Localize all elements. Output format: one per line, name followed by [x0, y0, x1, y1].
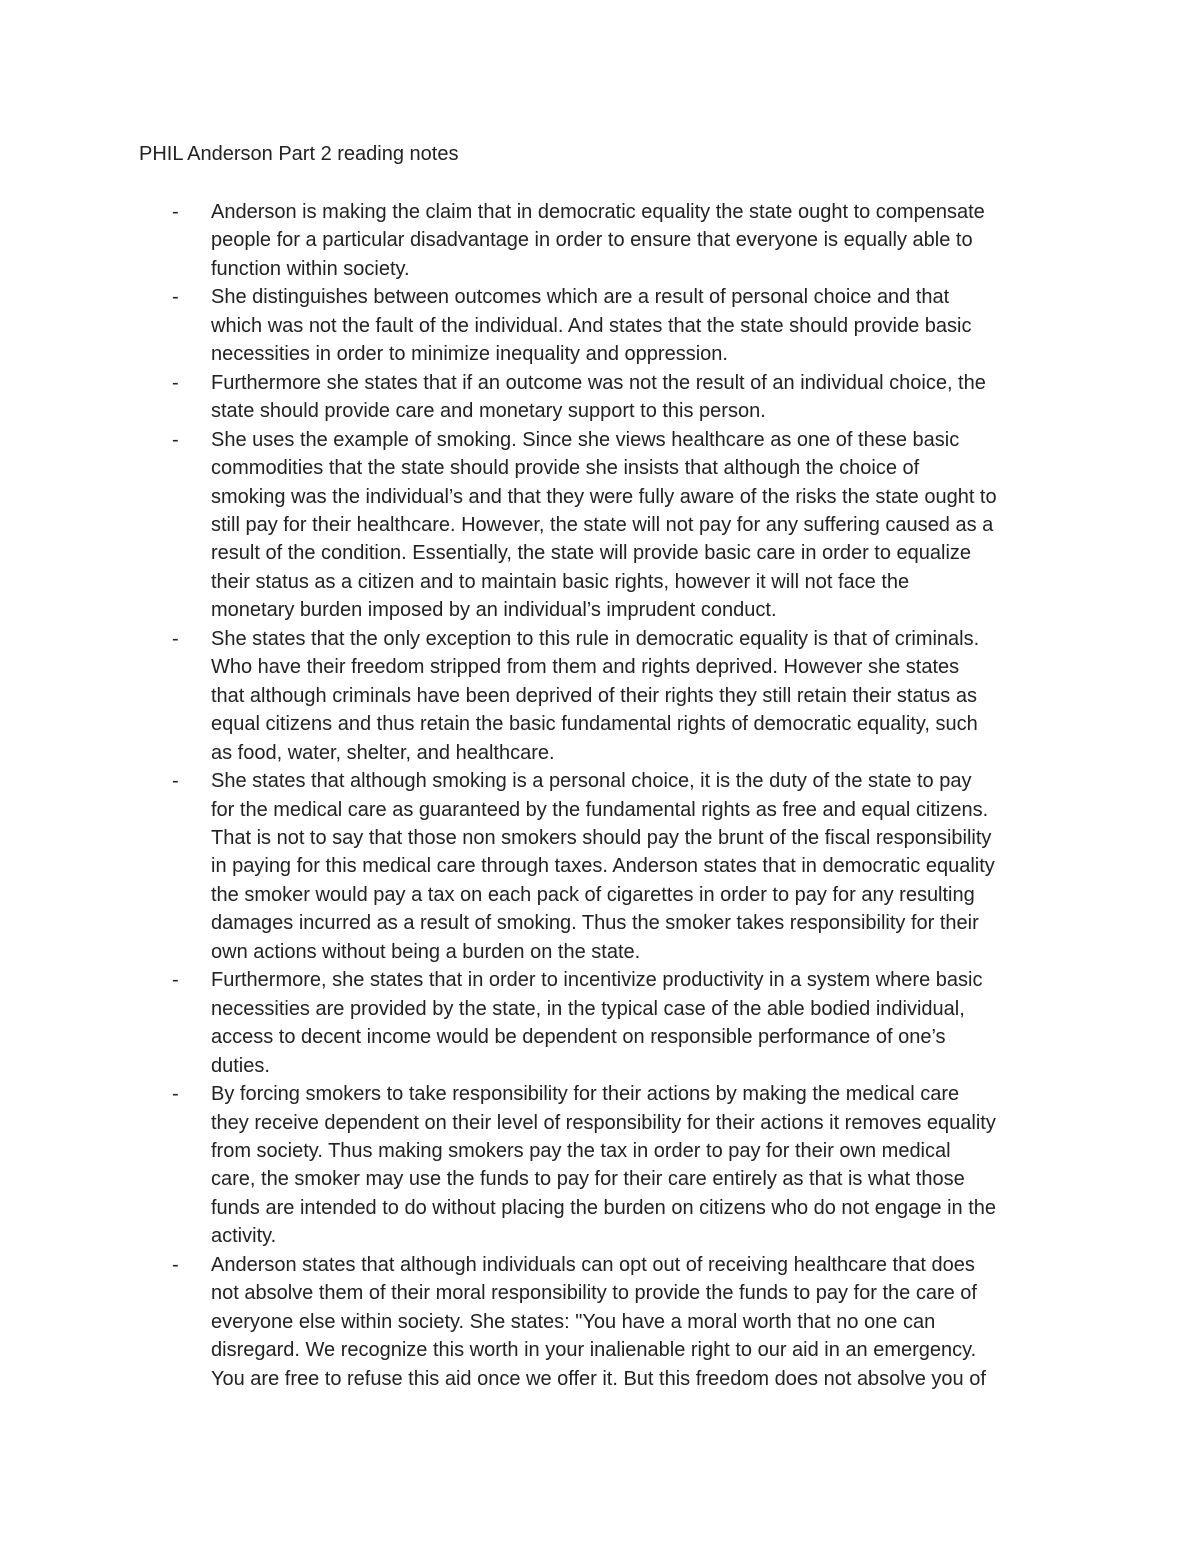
text-line: function within society.	[211, 257, 410, 280]
bullet-marker: -	[172, 286, 179, 309]
text-line: state should provide care and monetary support to this person.	[211, 400, 766, 423]
text-line: necessities are provided by the state, in the typical case of the able bodied individual,	[211, 997, 965, 1020]
bullet-marker: -	[172, 1083, 179, 1106]
text-line: their status as a citizen and to maintain basic rights, however it will not face the	[211, 570, 910, 593]
text-line: the smoker would pay a tax on each pack of cigarettes in order to pay for any resulting	[211, 883, 975, 906]
bullet-marker: -	[172, 969, 179, 992]
text-line: She distinguishes between outcomes which are a result of personal choice and that	[211, 286, 950, 309]
text-line: commodities that the state should provide she insists that although the choice of	[211, 457, 920, 480]
list-item	[172, 1251, 1072, 1393]
text-line: not absolve them of their moral responsibility to provide the funds to pay for the care of	[211, 1282, 977, 1305]
list-item	[172, 966, 1072, 1080]
bullet-marker: -	[172, 371, 179, 394]
text-line: duties.	[211, 1054, 270, 1077]
text-line: in paying for this medical care through taxes. Anderson states that in democratic equality	[211, 855, 995, 878]
text-line: That is not to say that those non smokers should pay the brunt of the fiscal responsibility	[211, 826, 992, 849]
text-line: own actions without being a burden on the state.	[211, 940, 641, 963]
list-item	[172, 426, 1072, 625]
bullet-marker: -	[172, 627, 179, 650]
bullet-marker: -	[172, 428, 179, 451]
bullet-text	[211, 767, 1072, 966]
text-line: smoking was the individual’s and that they were fully aware of the risks the state ought to	[211, 485, 997, 508]
text-line: for the medical care as guaranteed by the fundamental rights as free and equal citizens.	[211, 798, 989, 821]
notes-list	[172, 198, 1072, 1393]
text-line: damages incurred as a result of smoking. Thus the smoker takes responsibility for their	[211, 912, 979, 935]
bullet-text	[211, 966, 1072, 1080]
list-item	[172, 283, 1072, 368]
list-item	[172, 369, 1072, 426]
bullet-text	[211, 369, 1072, 426]
list-item	[172, 767, 1072, 966]
text-line: people for a particular disadvantage in order to ensure that everyone is equally able to	[211, 229, 973, 252]
list-item	[172, 625, 1072, 767]
text-line: that although criminals have been deprived of their rights they still retain their status as	[211, 684, 977, 707]
text-line: activity.	[211, 1225, 277, 1248]
bullet-marker: -	[172, 201, 179, 223]
text-line: funds are intended to do without placing the burden on citizens who do not engage in the	[211, 1196, 997, 1219]
text-line: disregard. We recognize this worth in your inalienable right to our aid in an emergency.	[211, 1339, 977, 1362]
text-line: still pay for their healthcare. However, the state will not pay for any suffering caused as a	[211, 513, 994, 536]
text-line: She uses the example of smoking. Since she views healthcare as one of these basic	[211, 428, 960, 451]
text-line: everyone else within society. She states: "You have a moral worth that no one can	[211, 1310, 936, 1333]
bullet-marker: -	[172, 1253, 179, 1276]
list-item	[172, 1080, 1072, 1251]
text-line: Furthermore she states that if an outcome was not the result of an individual choice, the	[211, 371, 986, 394]
text-line: Anderson states that although individuals can opt out of receiving healthcare that does	[211, 1253, 975, 1276]
text-line: By forcing smokers to take responsibility for their actions by making the medical care	[211, 1083, 960, 1106]
bullet-text	[211, 283, 1072, 368]
text-line: Who have their freedom stripped from them and rights deprived. However she states	[211, 656, 960, 679]
text-line: they receive dependent on their level of responsibility for their actions it removes equality	[211, 1111, 996, 1134]
text-line: from society. Thus making smokers pay the tax in order to pay for their own medical	[211, 1139, 951, 1162]
bullet-marker: -	[172, 770, 179, 793]
bullet-text	[211, 1251, 1072, 1393]
bullet-text	[211, 198, 1072, 283]
text-line: which was not the fault of the individual. And states that the state should provide basic	[211, 314, 972, 337]
list-item	[172, 198, 1072, 283]
text-line: equal citizens and thus retain the basic fundamental rights of democratic equality, such	[211, 713, 978, 736]
text-line: access to decent income would be dependent on responsible performance of one’s	[211, 1026, 946, 1049]
text-line: She states that the only exception to this rule in democratic equality is that of criminals.	[211, 627, 980, 650]
text-line: Anderson is making the claim that in democratic equality the state ought to compensate	[211, 201, 985, 223]
text-line: as food, water, shelter, and healthcare.	[211, 741, 555, 764]
bullet-text	[211, 426, 1072, 625]
text-line: result of the condition. Essentially, the state will provide basic care in order to equalize	[211, 542, 972, 565]
document-title: PHIL Anderson Part 2 reading notes	[139, 143, 459, 165]
bullet-text	[211, 625, 1072, 767]
text-line: necessities in order to minimize inequality and oppression.	[211, 343, 728, 366]
bullet-text	[211, 1080, 1072, 1251]
text-line: You are free to refuse this aid once we offer it. But this freedom does not absolve you of	[211, 1367, 986, 1390]
text-line: monetary burden imposed by an individual’s imprudent conduct.	[211, 599, 777, 622]
text-line: She states that although smoking is a personal choice, it is the duty of the state to pay	[211, 770, 972, 793]
text-line: Furthermore, she states that in order to incentivize productivity in a system where basic	[211, 969, 983, 992]
text-line: care, the smoker may use the funds to pay for their care entirely as that is what those	[211, 1168, 965, 1191]
